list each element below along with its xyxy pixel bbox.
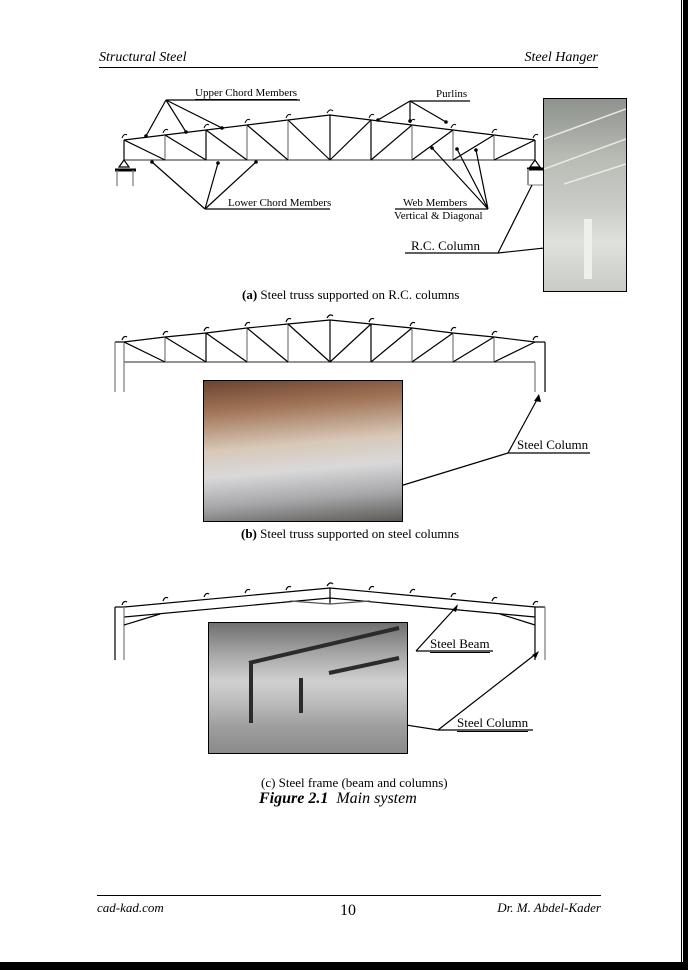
header-topic: Steel Hanger	[524, 50, 598, 65]
label-web-members-sub: Vertical & Diagonal	[394, 210, 483, 222]
footer-author: Dr. M. Abdel-Kader	[497, 900, 601, 915]
label-steel-column-c: Steel Column	[457, 715, 529, 730]
caption-c: (c) Steel frame (beam and columns)	[261, 775, 448, 790]
hangar-interior-photo	[543, 98, 627, 292]
page-number: 10	[340, 902, 356, 919]
label-purlins: Purlins	[436, 88, 468, 100]
label-upper-chord: Upper Chord Members	[195, 87, 298, 99]
photo-truss-detail	[544, 99, 626, 291]
label-lower-chord: Lower Chord Members	[228, 197, 332, 209]
page-shadow-right	[683, 0, 688, 970]
label-steel-beam: Steel Beam	[430, 636, 490, 651]
page-footer	[97, 895, 601, 919]
figure-title: Figure 2.1 Main system	[259, 790, 417, 807]
label-steel-column-b: Steel Column	[517, 437, 589, 452]
caption-b: (b) Steel truss supported on steel columns	[241, 526, 460, 541]
page-edge-line	[681, 0, 682, 962]
barn-truss-photo	[203, 380, 403, 522]
steel-frame-photo	[208, 622, 408, 754]
page-shadow-bottom	[0, 962, 688, 970]
header-chapter: Structural Steel	[99, 50, 187, 65]
label-web-members: Web Members	[403, 197, 468, 209]
footer-website: cad-kad.com	[97, 900, 164, 915]
caption-a: (a) Steel truss supported on R.C. columns	[242, 287, 460, 302]
label-rc-column: R.C. Column	[411, 238, 480, 253]
photo-frame-detail	[209, 623, 407, 753]
